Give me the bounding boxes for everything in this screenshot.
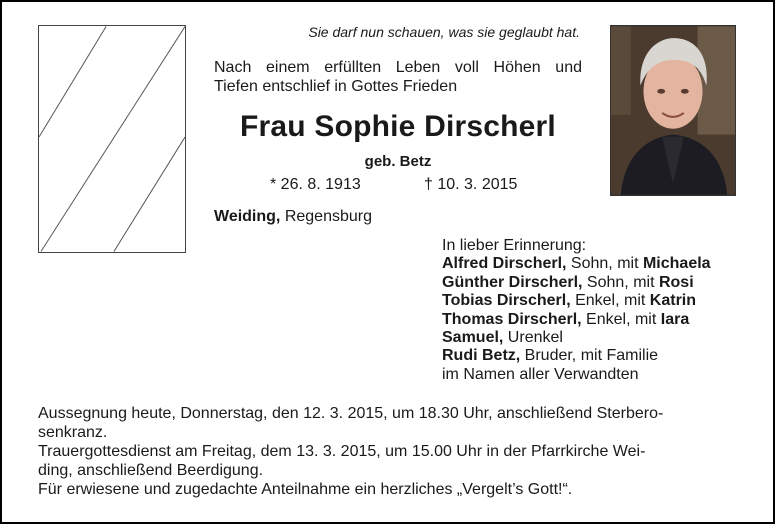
mourner-relation: Enkel, mit <box>581 310 661 328</box>
intro-line-2: Tiefen entschlief in Gottes Frieden <box>214 78 458 95</box>
maiden-name: geb. Betz <box>364 153 432 170</box>
death-date: † 10. 3. 2015 <box>424 176 518 193</box>
notice-line: senkranz. <box>38 424 108 441</box>
deceased-name: Frau Sophie Dirscherl <box>240 110 556 143</box>
birth-date: * 26. 8. 1913 <box>270 176 361 193</box>
residence <box>214 208 372 226</box>
list-item <box>442 255 711 273</box>
mourner-relation: Bruder, mit Familie <box>520 347 659 365</box>
notice-line: ding, anschließend Beerdigung. <box>38 462 264 479</box>
intro-line-1: Nach einem erfüllten Leben voll Höhen und <box>214 59 582 76</box>
mourner-name: Rudi Betz, <box>442 347 521 365</box>
portrait-photo <box>610 25 736 196</box>
list-item <box>442 311 711 329</box>
residence-town: Weiding, <box>214 208 281 225</box>
mourners-heading: In lieber Erinnerung: <box>442 237 587 254</box>
mourner-relation: Sohn, mit <box>582 273 659 291</box>
intro-text <box>214 58 582 96</box>
mourner-relation: Urenkel <box>503 329 563 347</box>
list-item <box>442 329 711 347</box>
notice-line: Für erwiesene und zugedachte Anteilnahme ein herzliches „Vergelt’s Gott!“. <box>38 481 573 498</box>
mourner-name: Alfred Dirscherl, <box>442 255 567 273</box>
service-notice <box>38 404 738 499</box>
diagonal-lines-icon <box>39 26 185 252</box>
mourner-partner: Katrin <box>649 292 697 310</box>
notice-line: Aussegnung heute, Donnerstag, den 12. 3. 2015, um 18.30 Uhr, anschließend Sterbero- <box>38 405 664 422</box>
mourner-name: Günther Dirscherl, <box>442 273 583 291</box>
portrait-image <box>611 26 735 195</box>
mourner-relation: Enkel, mit <box>570 292 650 310</box>
mourners-closing: im Namen aller Verwandten <box>442 365 639 383</box>
mourner-relation: Sohn, mit <box>566 255 643 273</box>
mourner-partner: Iara <box>660 310 690 328</box>
mourner-name: Thomas Dirscherl, <box>442 310 582 328</box>
mourner-partner: Michaela <box>642 255 711 273</box>
motto-text: Sie darf nun schauen, was sie geglaubt hat. <box>308 24 580 40</box>
notice-line: Trauergottesdienst am Freitag, dem 13. 3. 2015, um 15.00 Uhr in der Pfarrkirche Wei- <box>38 443 646 460</box>
mourner-partner: Rosi <box>658 273 694 291</box>
list-item <box>442 347 711 365</box>
list-item <box>442 292 711 310</box>
cross-symbol-box <box>38 25 186 253</box>
residence-region: Regensburg <box>280 208 372 225</box>
list-item <box>442 274 711 292</box>
mourner-name: Tobias Dirscherl, <box>442 292 571 310</box>
mourners-list <box>442 237 711 384</box>
mourner-name: Samuel, <box>442 329 504 347</box>
